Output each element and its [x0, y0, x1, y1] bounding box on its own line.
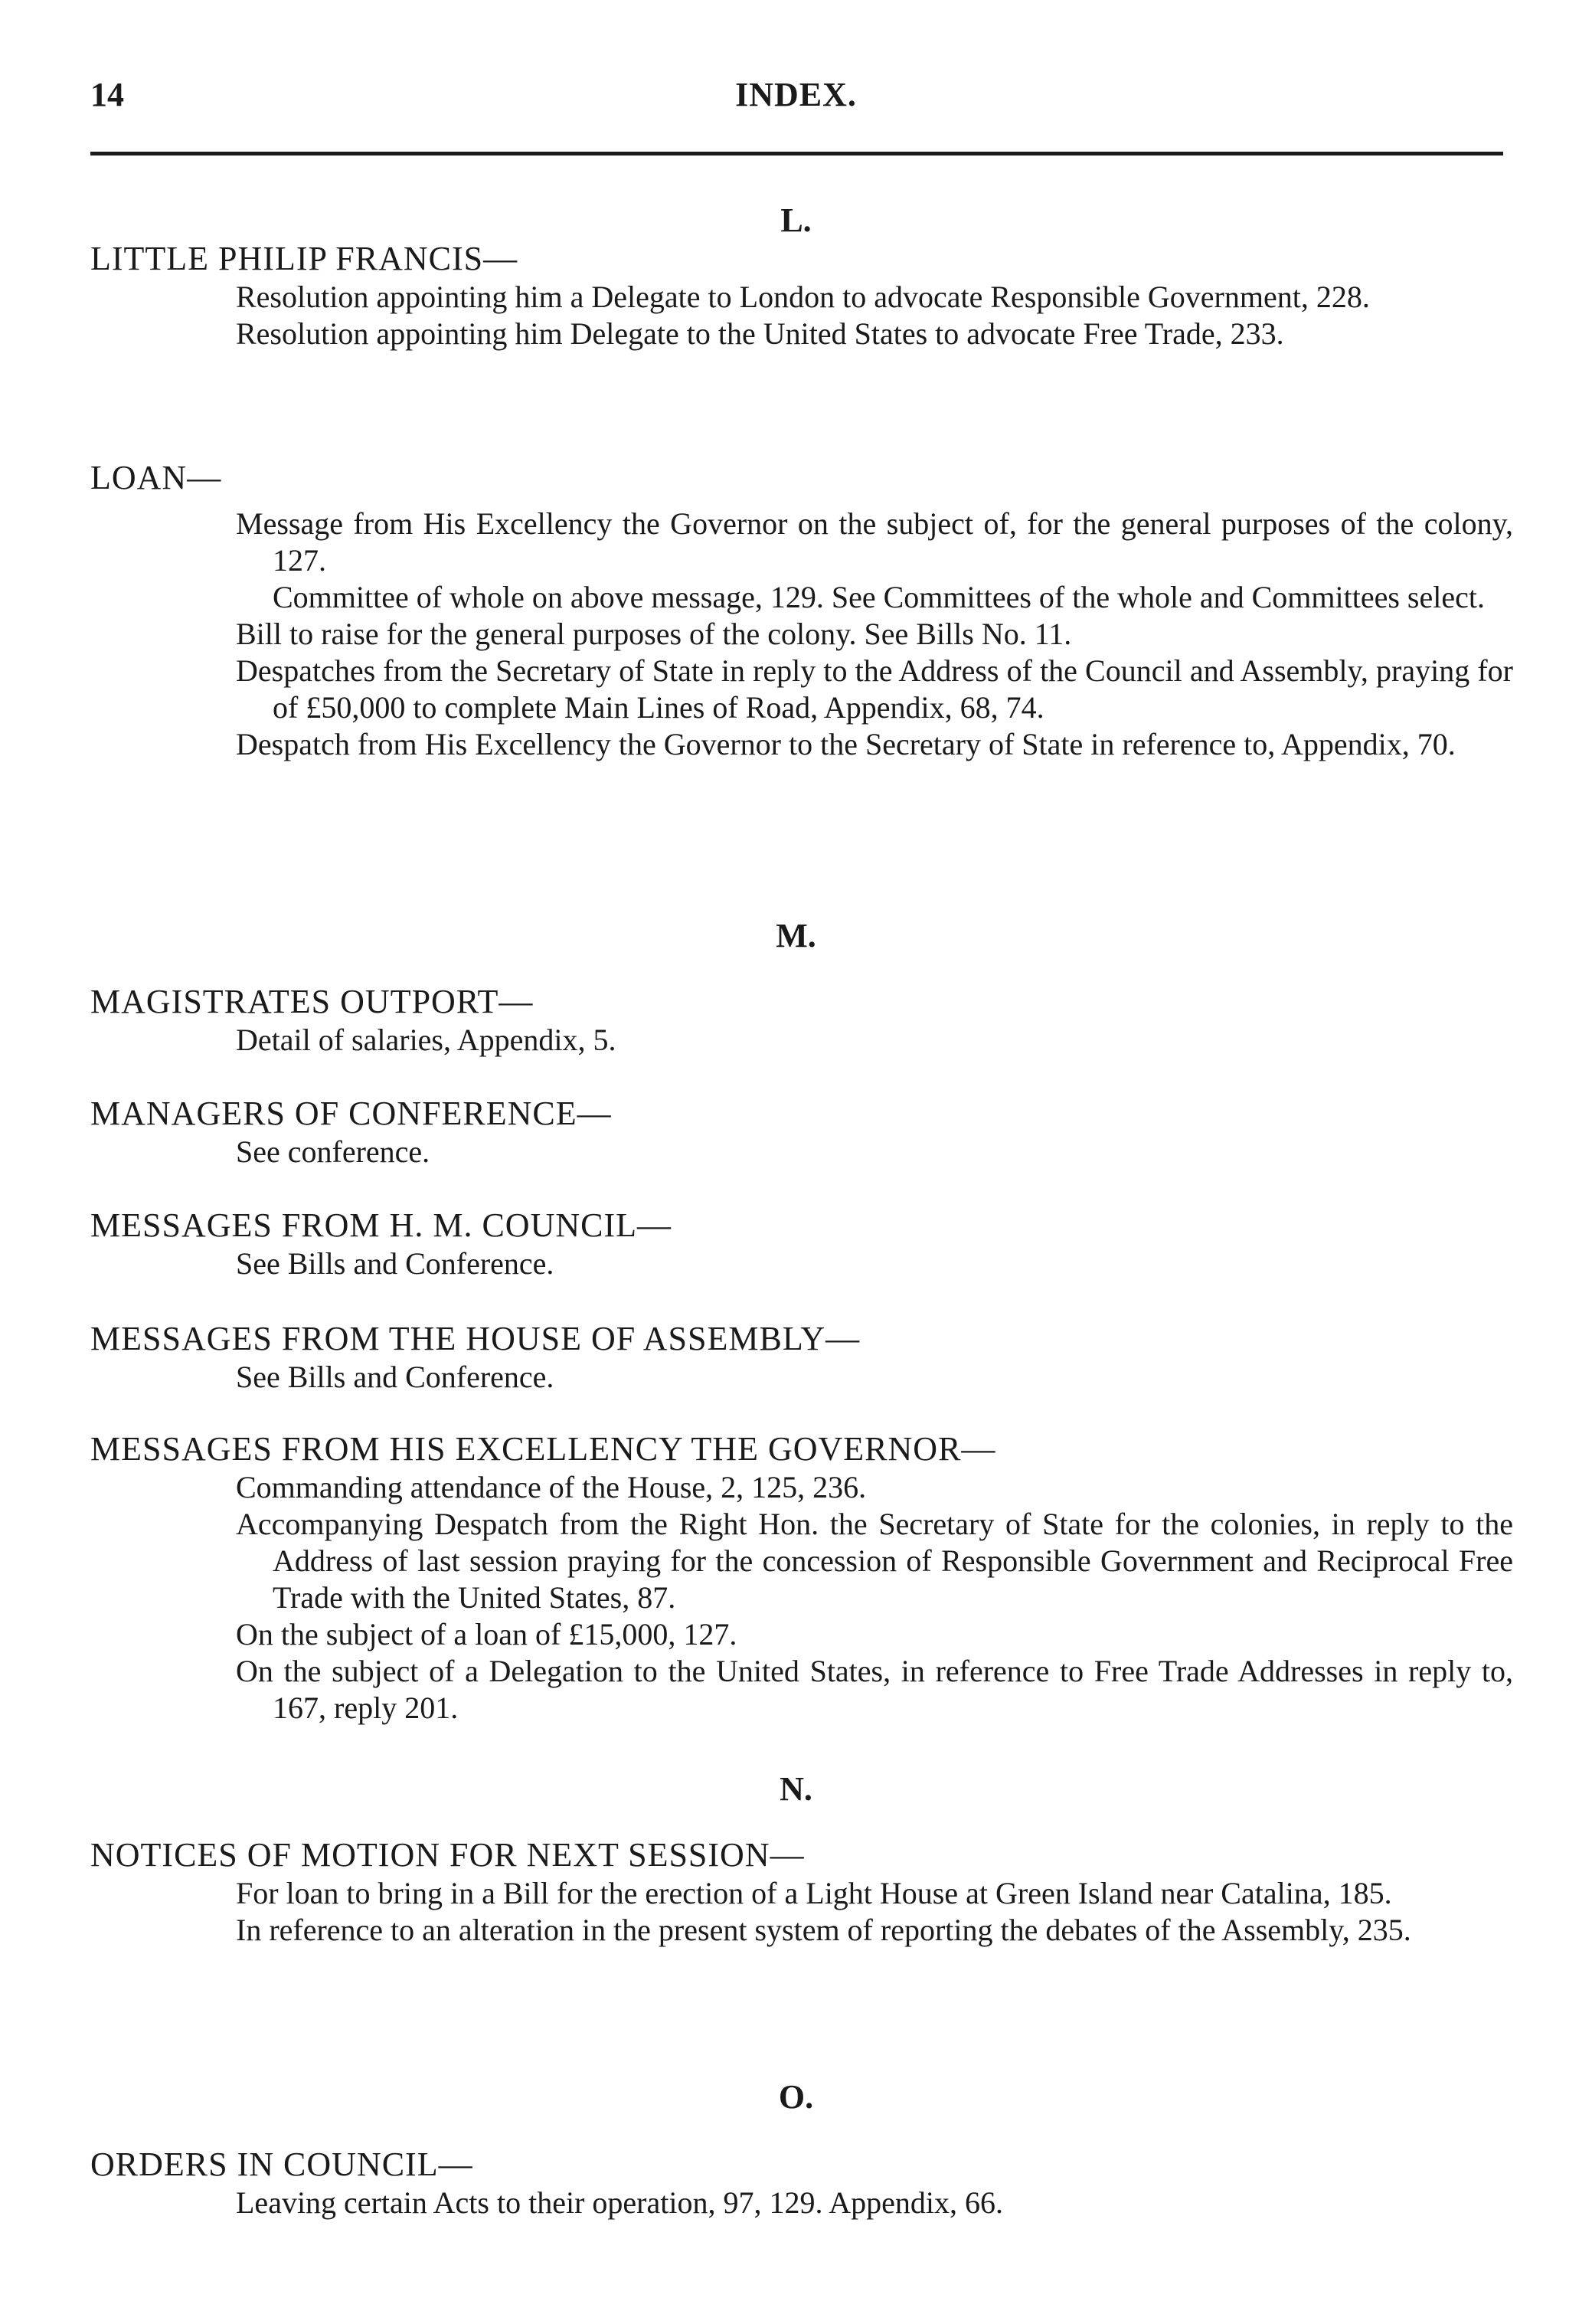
entry-item: See conference.	[236, 1134, 430, 1169]
entry-item: In reference to an alteration in the present system of reporting the debates of the Assembly, 235.	[236, 1913, 1411, 1947]
entry-heading: MESSAGES FROM THE HOUSE OF ASSEMBLY—	[90, 1320, 861, 1357]
entry-heading: ORDERS IN COUNCIL—	[90, 2146, 473, 2183]
index-entry-messages-from-hm-council	[90, 1206, 1515, 1282]
entry-item: Message from His Excellency the Governor on the subject of, for the general purposes of the colony, 127.	[236, 506, 1513, 578]
entry-item: Commanding attendance of the House, 2, 125, 236.	[236, 1470, 867, 1504]
entry-heading: LITTLE PHILIP FRANCIS—	[90, 240, 518, 277]
page-number: 14	[90, 76, 124, 113]
entry-heading: NOTICES OF MOTION FOR NEXT SESSION—	[90, 1836, 805, 1874]
entry-item: Despatch from His Excellency the Governor to the Secretary of State in reference to, Appendix, 70.	[236, 727, 1456, 761]
entry-item: See Bills and Conference.	[236, 1246, 554, 1281]
section-letter-l: L.	[780, 201, 812, 239]
entry-item: For loan to bring in a Bill for the erection of a Light House at Green Island near Catalina, 185.	[236, 1876, 1392, 1910]
entry-heading: LOAN—	[90, 459, 222, 496]
entry-item: Committee of whole on above message, 129. See Committees of the whole and Committees select.	[273, 580, 1485, 614]
entry-item: Resolution appointing him Delegate to the United States to advocate Free Trade, 233.	[236, 316, 1284, 351]
index-entry-little-philip-francis	[90, 239, 1515, 352]
index-entry-managers-of-conference	[90, 1094, 1515, 1170]
running-head: INDEX.	[735, 76, 857, 113]
entry-item: On the subject of a Delegation to the United States, in reference to Free Trade Addresses in reply to, 167, reply 201.	[236, 1654, 1513, 1725]
entry-item: Detail of salaries, Appendix, 5.	[236, 1023, 616, 1057]
entry-item: Bill to raise for the general purposes of the colony. See Bills No. 11.	[236, 617, 1072, 651]
entry-item: On the subject of a loan of £15,000, 127.	[236, 1617, 737, 1651]
section-letter-o: O.	[778, 2078, 814, 2116]
entry-item: Despatches from the Secretary of State in reply to the Address of the Council and Assembly, praying for of £50,000 to complete Main Lines of Road, Appendix, 68, 74.	[236, 653, 1513, 725]
entry-heading: MESSAGES FROM HIS EXCELLENCY THE GOVERNOR—	[90, 1430, 996, 1468]
entry-heading: MAGISTRATES OUTPORT—	[90, 983, 534, 1020]
entry-heading: MESSAGES FROM H. M. COUNCIL—	[90, 1206, 672, 1244]
entry-item: Leaving certain Acts to their operation, 97, 129. Appendix, 66.	[236, 2185, 1003, 2220]
entry-item: See Bills and Conference.	[236, 1360, 554, 1394]
index-entry-messages-from-governor	[90, 1429, 1515, 1727]
index-entry-loan	[90, 458, 1515, 763]
index-entry-orders-in-council	[90, 2145, 1515, 2221]
section-letter-m: M.	[776, 917, 816, 954]
section-letter-n: N.	[780, 1770, 812, 1808]
entry-item: Resolution appointing him a Delegate to London to advocate Responsible Government, 228.	[236, 280, 1370, 314]
index-entry-notices-of-motion	[90, 1835, 1515, 1949]
entry-item: Accompanying Despatch from the Right Hon. the Secretary of State for the colonies, in reply to the Address of last session praying for the concession of Responsible Government and Reciprocal Free Trade with the United States, 87.	[236, 1507, 1513, 1615]
index-entry-magistrates-outport	[90, 982, 1515, 1059]
index-entry-messages-from-house-of-assembly	[90, 1319, 1515, 1396]
entry-heading: MANAGERS OF CONFERENCE—	[90, 1095, 612, 1132]
header-rule	[90, 152, 1503, 155]
